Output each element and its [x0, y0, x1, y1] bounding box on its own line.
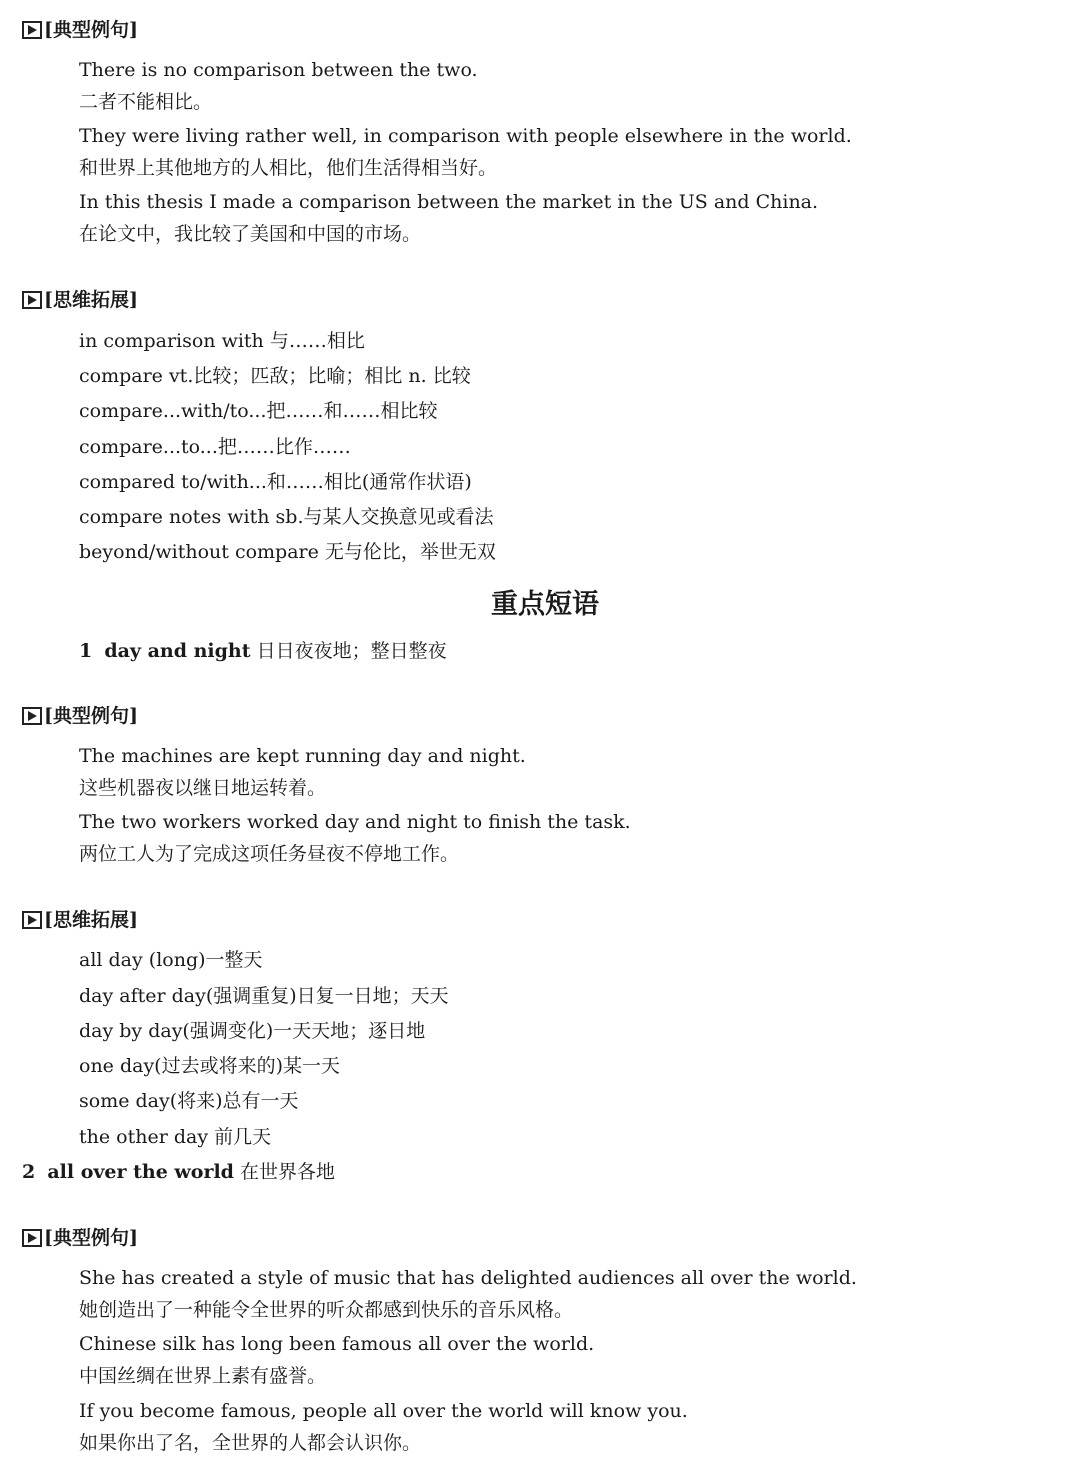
play-box-icon	[22, 911, 42, 929]
example-line: 在论文中，我比较了美国和中国的市场。	[79, 223, 422, 245]
extension-line: beyond/without compare 无与伦比，举世无双	[79, 541, 496, 563]
extension-line: in comparison with 与……相比	[79, 330, 365, 352]
example-line: There is no comparison between the two.	[79, 59, 478, 81]
example-line: 和世界上其他地方的人相比，他们生活得相当好。	[79, 157, 498, 179]
extension-line: day after day(强调重复)日复一日地；天天	[79, 985, 449, 1007]
example-header-1	[22, 18, 138, 42]
example-line: They were living rather well, in comparison with people elsewhere in the world.	[79, 125, 852, 147]
extension-line: compare notes with sb.与某人交换意见或看法	[79, 506, 494, 528]
example-line: 两位工人为了完成这项任务昼夜不停地工作。	[79, 843, 460, 865]
header-label: [典型例句]	[44, 1227, 138, 1249]
extension-line: compare vt.比较；匹敌；比喻；相比 n. 比较	[79, 365, 471, 387]
header-label: [典型例句]	[44, 705, 138, 727]
example-line: 她创造出了一种能令全世界的听众都感到快乐的音乐风格。	[79, 1299, 574, 1321]
example-line: 如果你出了名，全世界的人都会认识你。	[79, 1432, 422, 1454]
extension-line: compared to/with...和……相比(通常作状语)	[79, 471, 472, 493]
play-box-icon	[22, 1229, 42, 1247]
extension-line: some day(将来)总有一天	[79, 1090, 299, 1112]
section-title: 重点短语	[491, 589, 599, 620]
example-line: Chinese silk has long been famous all over the world.	[79, 1333, 595, 1355]
extension-header-2	[22, 908, 138, 932]
extension-line: day by day(强调变化)一天天地；逐日地	[79, 1020, 426, 1042]
phrase-number: 1	[79, 640, 93, 662]
extension-line: the other day 前几天	[79, 1126, 272, 1148]
extension-line: one day(过去或将来的)某一天	[79, 1055, 341, 1077]
header-label: [思维拓展]	[44, 289, 138, 311]
extension-header-1	[22, 288, 138, 312]
phrase-entry-1	[79, 639, 447, 663]
example-header-2	[22, 704, 138, 728]
header-label: [思维拓展]	[44, 909, 138, 931]
example-line: In this thesis I made a comparison between the market in the US and China.	[79, 191, 819, 213]
phrase-meaning: 日日夜夜地；整日整夜	[256, 640, 447, 662]
example-line: If you become famous, people all over the world will know you.	[79, 1400, 688, 1422]
example-header-3	[22, 1226, 138, 1250]
example-line: 这些机器夜以继日地运转着。	[79, 777, 327, 799]
header-label: [典型例句]	[44, 19, 138, 41]
example-line: 二者不能相比。	[79, 91, 213, 113]
extension-line: compare...with/to...把……和……相比较	[79, 400, 438, 422]
example-line: 中国丝绸在世界上素有盛誉。	[79, 1365, 327, 1387]
phrase-entry-2	[22, 1160, 335, 1184]
play-box-icon	[22, 291, 42, 309]
play-box-icon	[22, 707, 42, 725]
phrase-term: day and night	[104, 640, 251, 662]
extension-line: all day (long)一整天	[79, 949, 263, 971]
example-line: The machines are kept running day and night.	[79, 745, 526, 767]
phrase-term: all over the world	[47, 1161, 234, 1183]
phrase-number: 2	[22, 1161, 36, 1183]
example-line: The two workers worked day and night to finish the task.	[79, 811, 631, 833]
phrase-meaning: 在世界各地	[240, 1161, 336, 1183]
example-line: She has created a style of music that has delighted audiences all over the world.	[79, 1267, 857, 1289]
extension-line: compare...to...把……比作……	[79, 436, 351, 458]
play-box-icon	[22, 21, 42, 39]
